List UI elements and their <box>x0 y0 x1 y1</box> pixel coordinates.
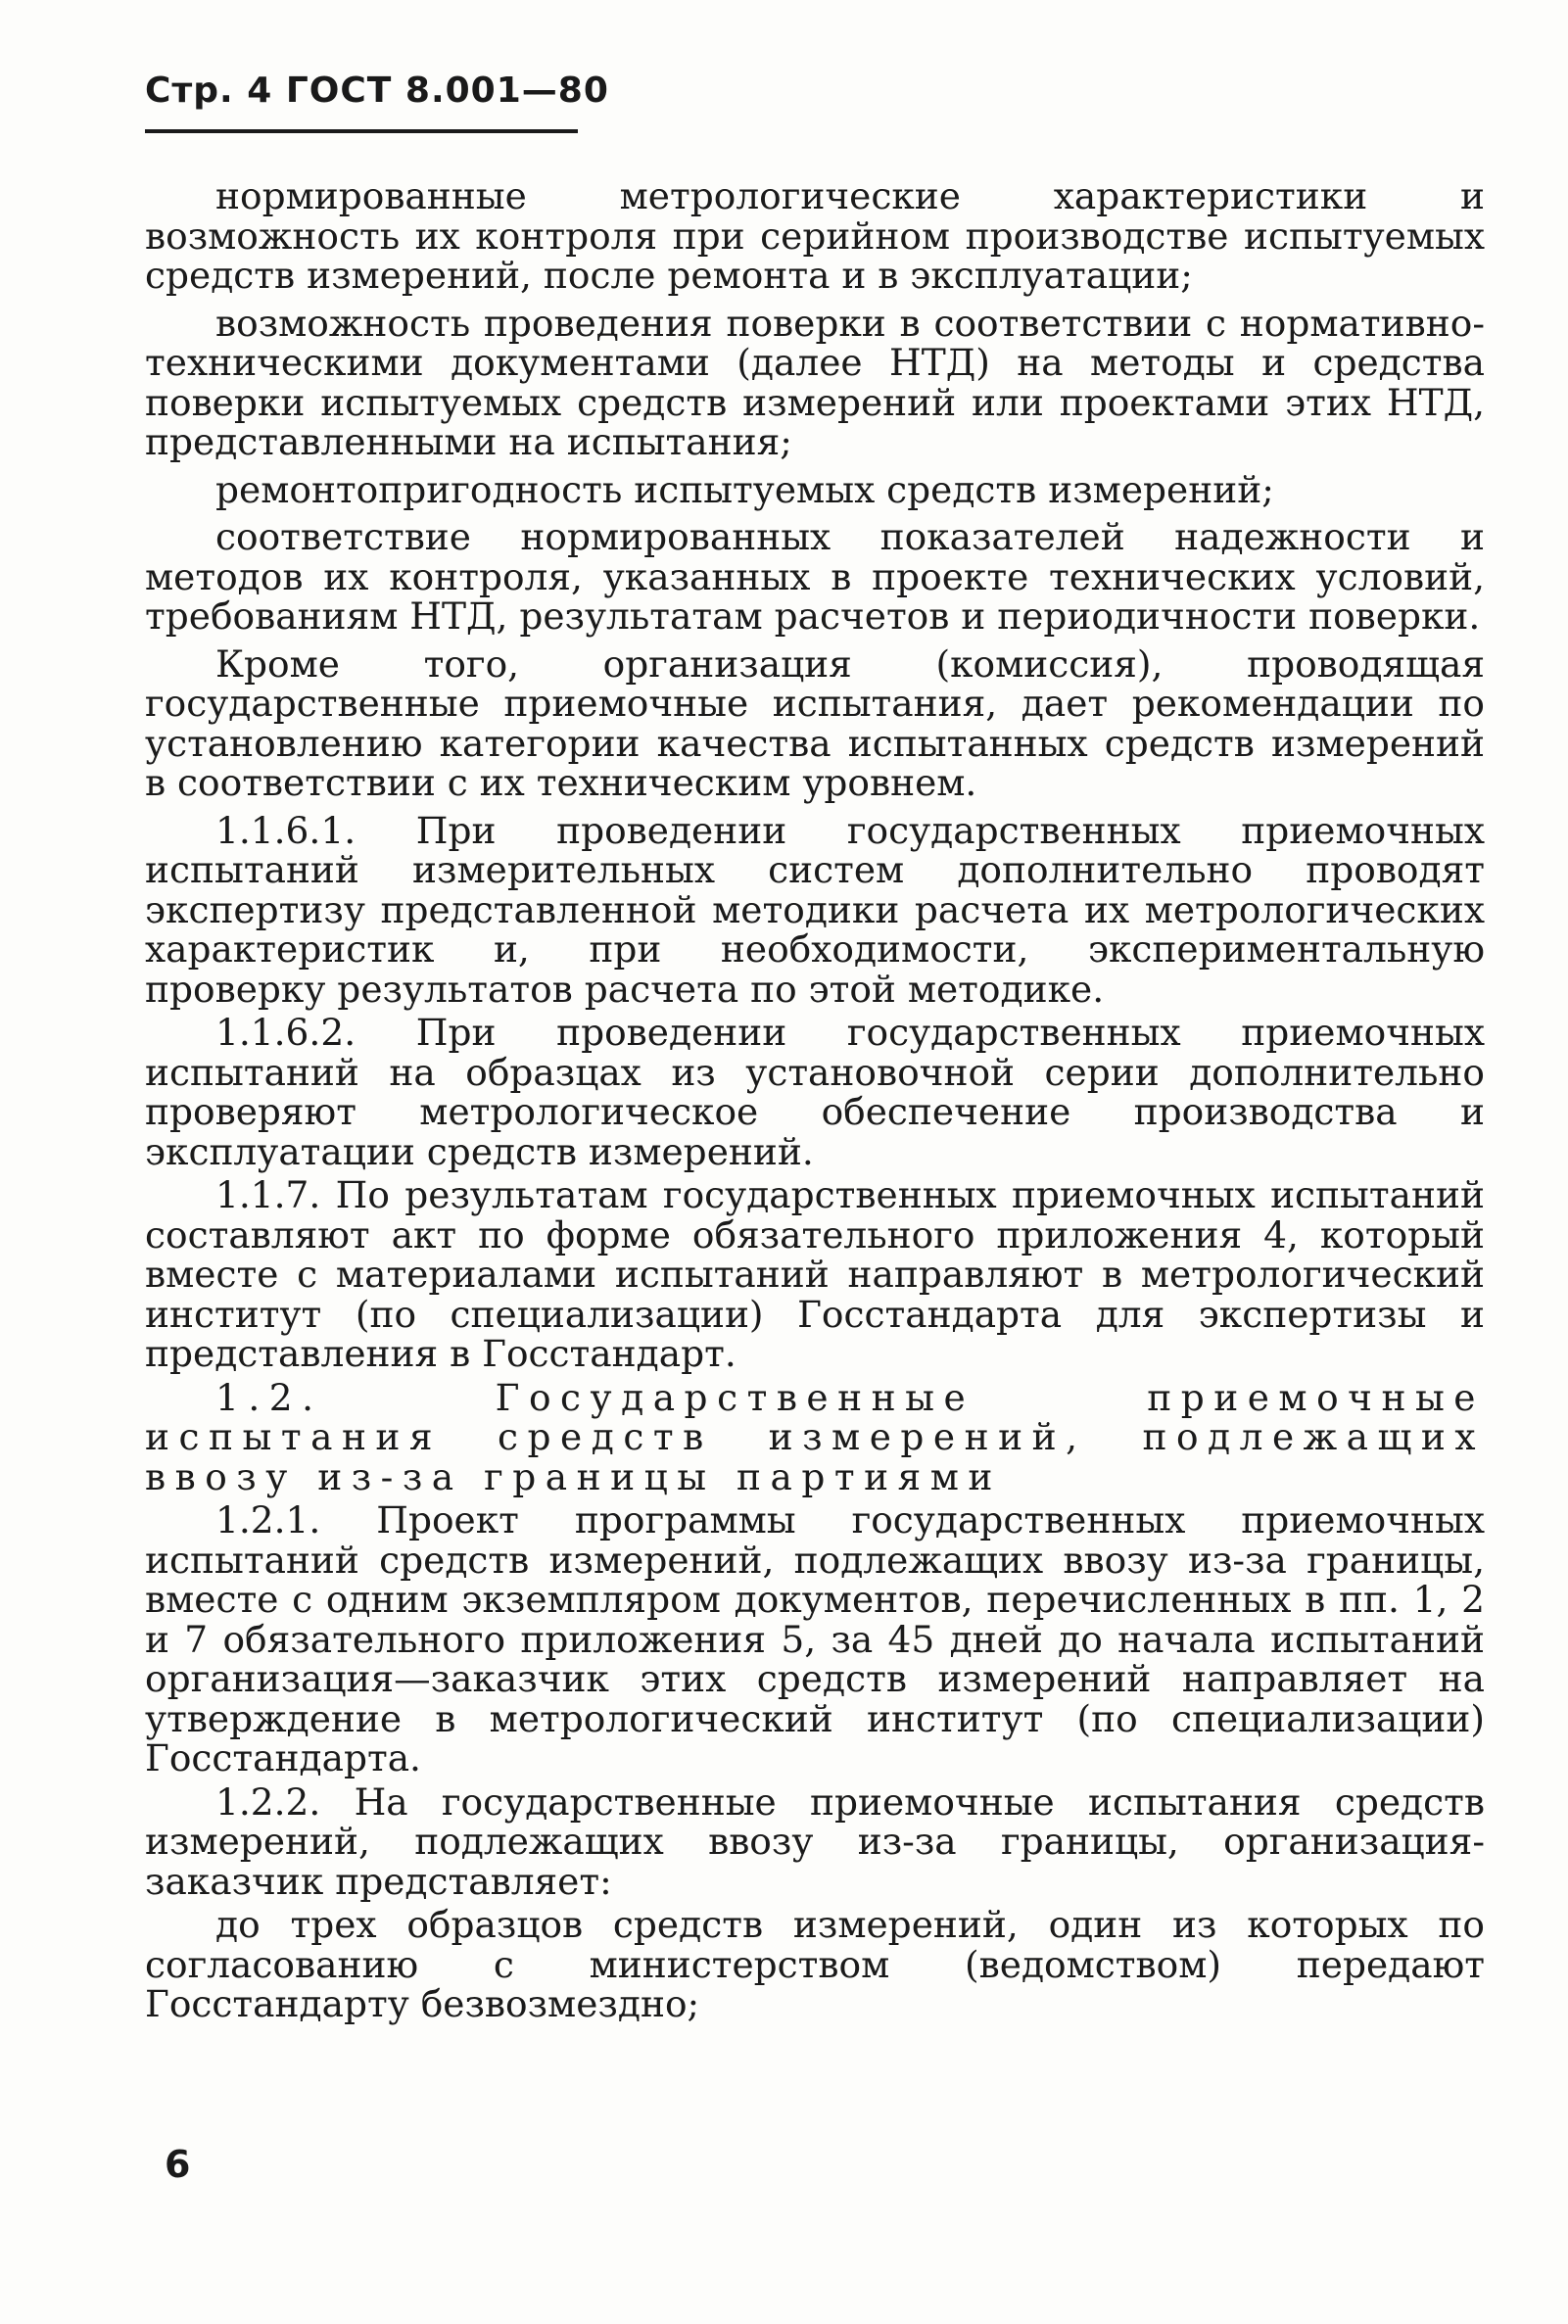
body-text <box>145 176 1485 2028</box>
paragraph: ремонтопригодность испытуемых средств измерений; <box>215 467 1274 511</box>
paragraph: 1.1.6.2. При проведении государственных приемочных испытаний на образцах из установочной серии дополнительно проверяют метрологическое обеспечение производства и эксплуатации средств измерений. <box>145 1011 1485 1173</box>
paragraph: возможность проведения поверки в соответствии с нормативно-техническими документами (далее НТД) на методы и средства поверки испытуемых средств измерений или проектами этих НТД, представленными на испытания; <box>145 301 1485 463</box>
paragraph: 1.2.2. На государственные приемочные испытания средств измерений, подлежащих ввозу из-за границы, организация-заказчик представляет: <box>145 1779 1485 1903</box>
paragraph: соответствие нормированных показателей надежности и методов их контроля, указанных в проекте технических условий, требованиям НТД, результатам расчетов и периодичности поверки. <box>145 515 1485 638</box>
paragraph: нормированные метрологические характеристики и возможность их контроля при серийном производстве испытуемых средств измерений, после ремонта и в эксплуатации; <box>145 174 1485 297</box>
paragraph: 1.2.1. Проект программы государственных приемочных испытаний средств измерений, подлежащих ввозу из-за границы, вместе с одним экземпляром документов, перечисленных в пп. 1, 2 и 7 обязательного приложения 5, за 45 дней до начала испытаний организация—заказчик этих средств измерений направляет на утверждение в метрологический институт (по специализации) Госстандарта. <box>145 1498 1485 1779</box>
paragraph: Кроме того, организация (комиссия), проводящая государственные приемочные испытания, дает рекомендации по установлению категории качества испытанных средств измерений в соответствии с их техническим уровнем. <box>145 641 1485 804</box>
paragraph: 1.1.7. По результатам государственных приемочных испытаний составляют акт по форме обязательного приложения 4, который вместе с материалами испытаний направляют в метрологический институт (по специализации) Госстандарта для экспертизы и представления в Госстандарт. <box>145 1173 1485 1375</box>
paragraph: 1.1.6.1. При проведении государственных приемочных испытаний измерительных систем дополнительно проводят экспертизу представленной методики расчета их метрологических характеристик и, при необходимости, экспериментальную проверку результатов расчета по этой методике. <box>145 808 1485 1011</box>
page-header: Стр. 4 ГОСТ 8.001—80 <box>145 71 609 111</box>
section-heading: 1.2. Государственные приемочные испытания средств измерений, подлежащих ввозу из-за границы партиями <box>145 1375 1485 1498</box>
paragraph: до трех образцов средств измерений, один из которых по согласованию с министерством (ведомством) передают Госстандарту безвозмездно; <box>145 1903 1485 2025</box>
page-number: 6 <box>165 2143 191 2186</box>
header-rule <box>145 129 578 133</box>
